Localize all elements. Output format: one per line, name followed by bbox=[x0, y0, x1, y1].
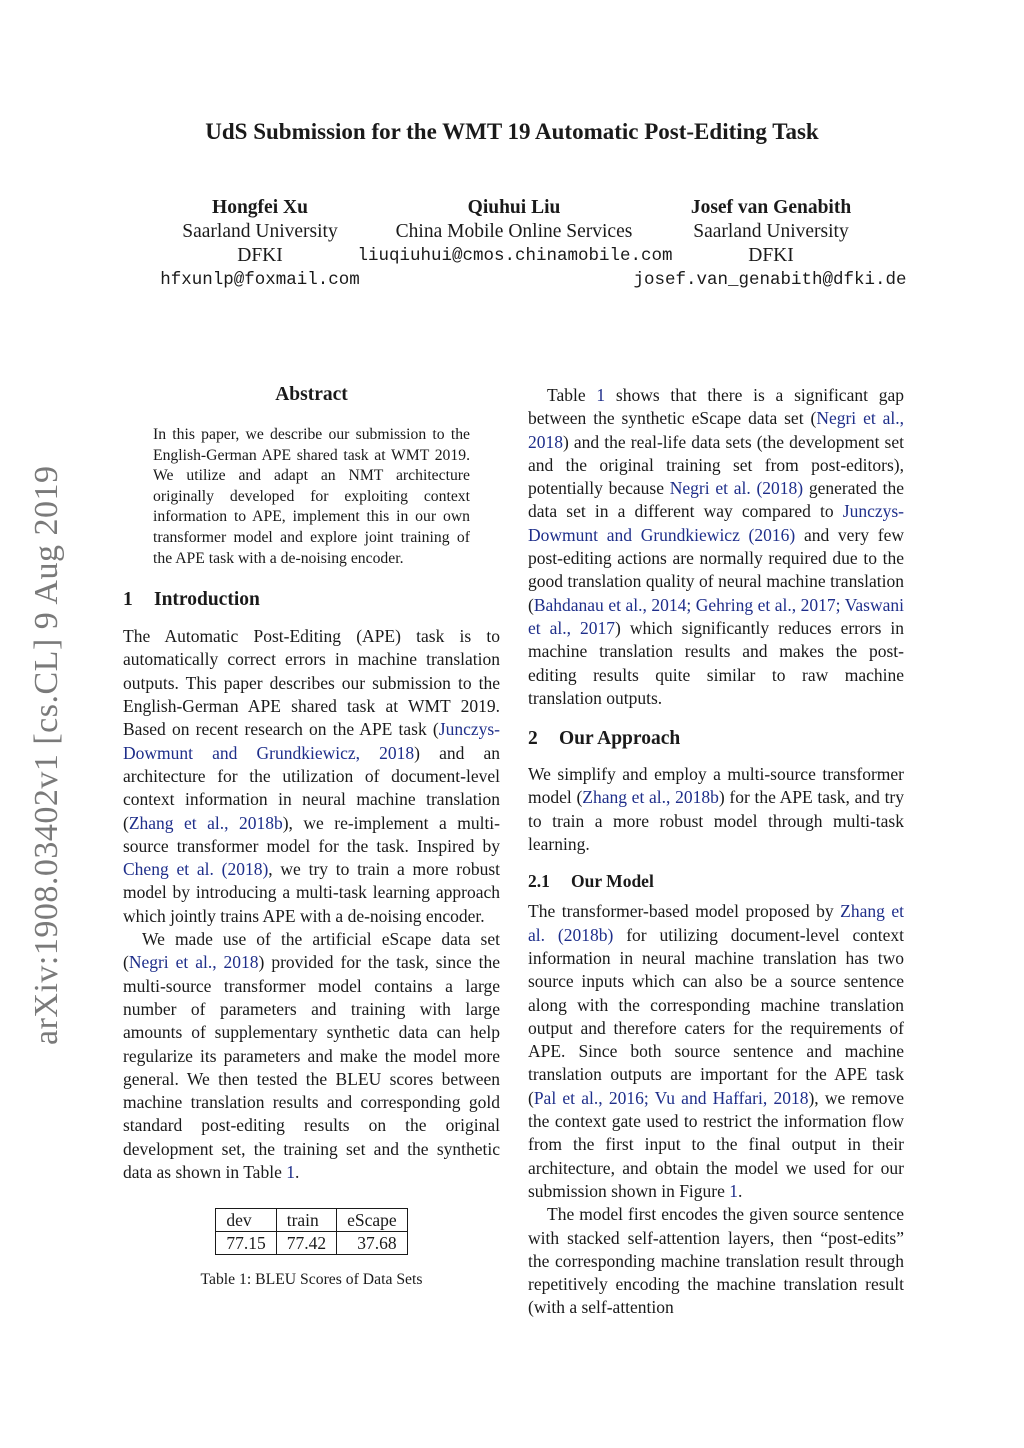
table-cell: 37.68 bbox=[337, 1232, 408, 1255]
section-title: Introduction bbox=[154, 589, 260, 611]
citation-link[interactable]: Negri et al., 2018 bbox=[528, 408, 904, 452]
paragraph bbox=[123, 928, 500, 1184]
author-affiliation: Saarland University bbox=[693, 221, 849, 242]
paper-title: UdS Submission for the WMT 19 Automatic Post-Editing Task bbox=[205, 119, 819, 144]
abstract-heading: Abstract bbox=[275, 384, 348, 405]
text-run: ) for the APE task, and try to train a more robust model through multi-task learning. bbox=[528, 787, 905, 855]
table-cell: 77.15 bbox=[216, 1232, 276, 1255]
text-run: ) and an architecture for the utilization of document-level context information in neural machine translation ( bbox=[123, 742, 500, 833]
left-column bbox=[123, 381, 500, 1289]
text-run: ) which significantly reduces errors in machine translation results and makes the post-editing results quite similar to raw machine translation outputs. bbox=[528, 617, 904, 708]
text-run: ) and the real-life data sets (the development set and the original training set from post-editors), potentially because bbox=[528, 431, 904, 499]
author-email[interactable]: josef.van_genabith@dfki.de bbox=[633, 270, 907, 290]
right-column bbox=[528, 384, 904, 1320]
section-heading bbox=[123, 588, 500, 612]
citation-link[interactable]: Cheng et al. (2018) bbox=[123, 859, 269, 880]
author-name: Hongfei Xu bbox=[212, 197, 308, 218]
arxiv-stamp: arXiv:1908.03402v1 [cs.CL] 9 Aug 2019 bbox=[28, 465, 65, 1045]
table-ref-link[interactable]: 1 bbox=[596, 385, 606, 405]
citation-link[interactable]: Junczys-Dowmunt and Grundkiewicz, 2018 bbox=[123, 719, 500, 763]
text-run: and very few post-editing actions are normally required due to the good translation quality of neural machine translation ( bbox=[528, 524, 904, 615]
subsection-heading bbox=[528, 870, 904, 893]
text-run: We simplify and employ a multi-source transformer model ( bbox=[528, 764, 904, 808]
section-number: 2 bbox=[528, 728, 538, 750]
author-block-3 bbox=[660, 196, 882, 268]
paragraph bbox=[123, 625, 500, 928]
citation-link[interactable]: Zhang et al., 2018b bbox=[582, 787, 719, 808]
citation-link[interactable]: Negri et al. (2018) bbox=[669, 478, 804, 499]
author-affiliation: Saarland University bbox=[182, 221, 338, 242]
table-caption: Table 1: BLEU Scores of Data Sets bbox=[200, 1271, 423, 1289]
table-header-cell: eScape bbox=[337, 1209, 408, 1232]
text-run: ), we remove the context gate used to restrict the information flow from the first input to the final output in their architecture, and obtain the model we used for our submission shown in Figure bbox=[528, 1087, 904, 1201]
citation-link[interactable]: Zhang et al., 2018b bbox=[128, 812, 283, 833]
table-cell: 77.42 bbox=[276, 1232, 336, 1255]
author-name: Qiuhui Liu bbox=[467, 197, 561, 218]
text-run: The Automatic Post-Editing (APE) task is to automatically correct errors in machine translation outputs. This paper describes our submission to the English-German APE shared task at WMT 2019. Based on recent research on the APE task ( bbox=[123, 626, 500, 740]
table-row bbox=[216, 1232, 407, 1255]
table-header-row bbox=[216, 1209, 407, 1232]
text-run: The transformer-based model proposed by bbox=[528, 901, 841, 922]
text-run: ) provided for the task, since the multi-source transformer model contains a large number of parameters and training with large amounts of supplementary synthetic data can help regularize its parameters and make the model more general. We then tested the BLEU scores between machine translation results and corresponding gold standard post-editing results on the original development set, the training set and the synthetic data as shown in Table bbox=[123, 952, 500, 1182]
table-header-cell: train bbox=[276, 1209, 336, 1232]
figure-ref-link[interactable]: 1 bbox=[729, 1180, 739, 1201]
citation-link[interactable]: Pal et al., 2016; Vu and Haffari, 2018 bbox=[533, 1087, 809, 1108]
subsection-number: 2.1 bbox=[528, 871, 550, 892]
section-title: Our Approach bbox=[559, 728, 681, 750]
text-run: . bbox=[738, 1180, 743, 1201]
text-run: generated the data set in a different way compared to bbox=[528, 478, 905, 522]
text-run: We made use of the artificial eScape data set ( bbox=[123, 929, 500, 973]
text-run: shows that there is a significant gap between the synthetic eScape data set ( bbox=[528, 385, 904, 429]
author-email[interactable]: hfxunlp@foxmail.com bbox=[160, 270, 360, 290]
author-name: Josef van Genabith bbox=[690, 197, 852, 218]
author-org: DFKI bbox=[237, 245, 283, 266]
section-number: 1 bbox=[123, 589, 133, 611]
bleu-table bbox=[215, 1208, 407, 1255]
subsection-title: Our Model bbox=[571, 871, 654, 892]
introduction-body bbox=[123, 625, 500, 1184]
citation-link[interactable]: Junczys-Dowmunt and Grundkiewicz (2016) bbox=[528, 501, 904, 545]
section-heading bbox=[528, 727, 904, 751]
text-run: ), we re-implement a multi-source transformer model for the task. Inspired by bbox=[123, 812, 500, 856]
author-email[interactable]: liuqiuhui@cmos.chinamobile.com bbox=[357, 246, 673, 266]
citation-link[interactable]: Negri et al., 2018 bbox=[128, 952, 259, 973]
author-org: DFKI bbox=[748, 245, 794, 266]
text-run: , we try to train a more robust model by introducing a multi-task learning approach which jointly trains APE with a de-noising encoder. bbox=[123, 859, 500, 926]
author-block-2 bbox=[364, 196, 664, 244]
table-ref-link[interactable]: 1 bbox=[286, 1161, 295, 1182]
citation-link[interactable]: Zhang et al. (2018b) bbox=[528, 901, 904, 945]
paragraph: The model first encodes the given source sentence with stacked self-attention layers, then “post-edits” the corresponding machine translation result through repetitively encoding the machine translation result (with a self-attention bbox=[528, 1204, 904, 1318]
author-affiliation: China Mobile Online Services bbox=[395, 221, 633, 242]
paragraph bbox=[528, 763, 904, 856]
abstract-text: In this paper, we describe our submission to the English-German APE shared task at WMT 2019. We utilize and adapt an NMT architecture originally developed for exploiting context information to APE, implement this in our own transformer model and explore joint training of the APE task with a de-noising encoder. bbox=[153, 426, 470, 567]
citation-link[interactable]: Bahdanau et al., 2014; Gehring et al., 2017; Vaswani et al., 2017 bbox=[528, 594, 904, 638]
text-run: for utilizing document-level context information in neural machine translation has two source inputs which can also be a source sentence along with the corresponding machine translation output and therefore caters for the requirements of APE. Since both source sentence and machine translation outputs are important for the APE task ( bbox=[528, 924, 904, 1108]
paragraph bbox=[528, 384, 904, 710]
text-run: . bbox=[294, 1161, 300, 1182]
text-run: Table bbox=[547, 385, 597, 405]
table-header-cell: dev bbox=[216, 1209, 276, 1232]
paragraph bbox=[528, 900, 904, 1203]
